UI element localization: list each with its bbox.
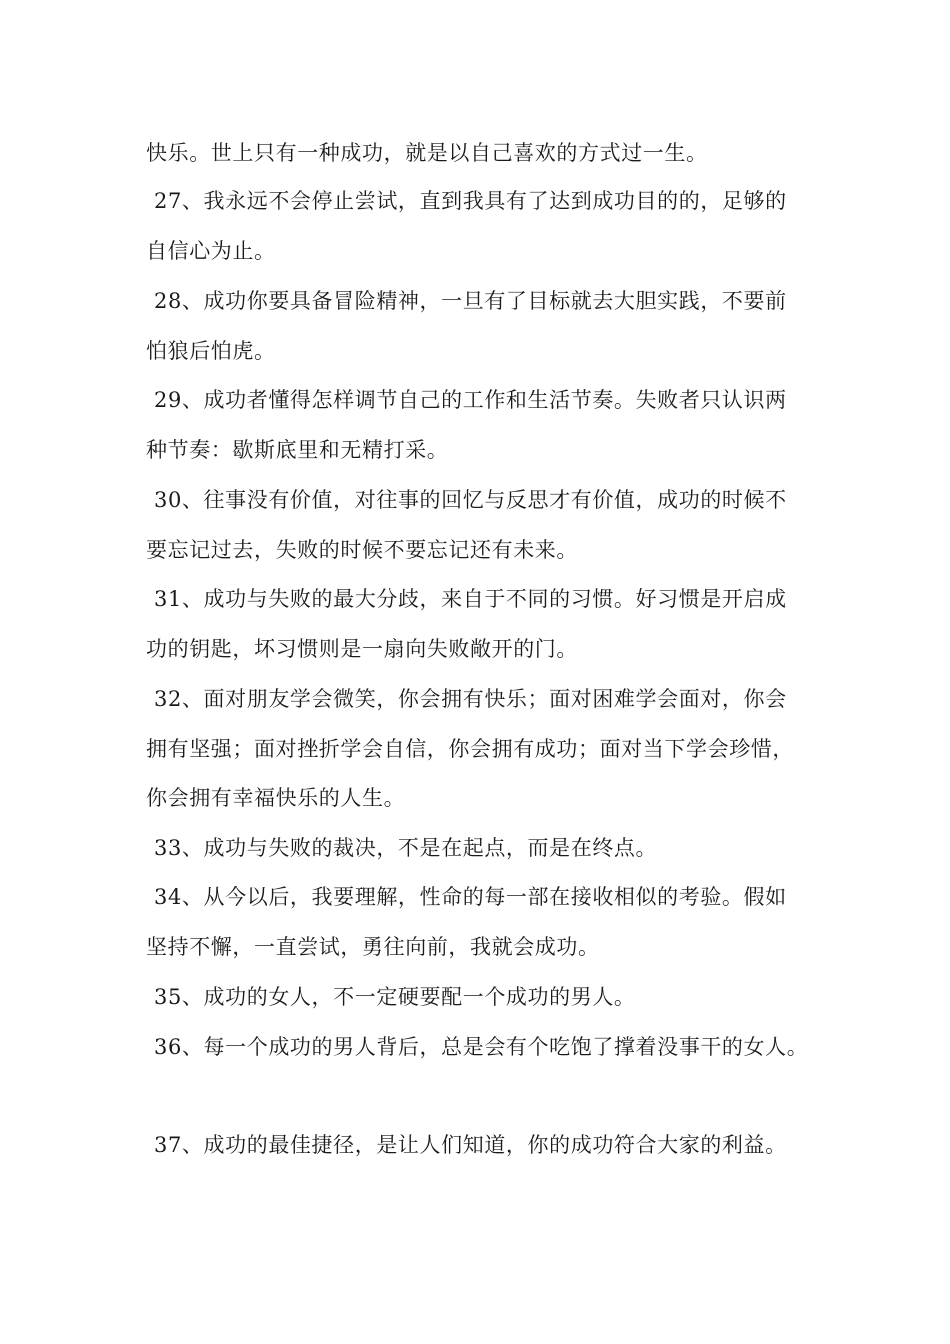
text-line: 32、面对朋友学会微笑，你会拥有快乐；面对困难学会面对，你会 — [154, 687, 787, 711]
text-line: 29、成功者懂得怎样调节自己的工作和生活节奏。失败者只认识两 — [154, 388, 787, 412]
text-line: 35、成功的女人，不一定硬要配一个成功的男人。 — [154, 985, 636, 1009]
text-line: 34、从今以后，我要理解，性命的每一部在接收相似的考验。假如 — [154, 885, 787, 909]
text-line: 坚持不懈，一直尝试，勇往向前，我就会成功。 — [146, 935, 600, 959]
text-line: 要忘记过去，失败的时候不要忘记还有未来。 — [146, 538, 578, 562]
text-line: 27、我永远不会停止尝试，直到我具有了达到成功目的的，足够的 — [154, 189, 787, 213]
text-line: 功的钥匙，坏习惯则是一扇向失败敞开的门。 — [146, 637, 578, 661]
text-line: 31、成功与失败的最大分歧，来自于不同的习惯。好习惯是开启成 — [154, 587, 787, 611]
text-line: 自信心为止。 — [146, 239, 276, 263]
text-line: 30、往事没有价值，对往事的回忆与反思才有价值，成功的时候不 — [154, 488, 787, 512]
text-line: 快乐。世上只有一种成功，就是以自己喜欢的方式过一生。 — [146, 141, 708, 165]
text-line: 37、成功的最佳捷径，是让人们知道，你的成功符合大家的利益。 — [154, 1133, 787, 1157]
text-line: 28、成功你要具备冒险精神，一旦有了目标就去大胆实践，不要前 — [154, 289, 787, 313]
text-line: 怕狼后怕虎。 — [146, 339, 276, 363]
text-line: 拥有坚强；面对挫折学会自信，你会拥有成功；面对当下学会珍惜， — [146, 737, 794, 761]
text-line: 你会拥有幸福快乐的人生。 — [146, 786, 406, 810]
text-line: 36、每一个成功的男人背后，总是会有个吃饱了撑着没事干的女人。 — [154, 1035, 809, 1059]
text-line: 33、成功与失败的裁决，不是在起点，而是在终点。 — [154, 836, 658, 860]
text-line: 种节奏：歇斯底里和无精打采。 — [146, 438, 449, 462]
